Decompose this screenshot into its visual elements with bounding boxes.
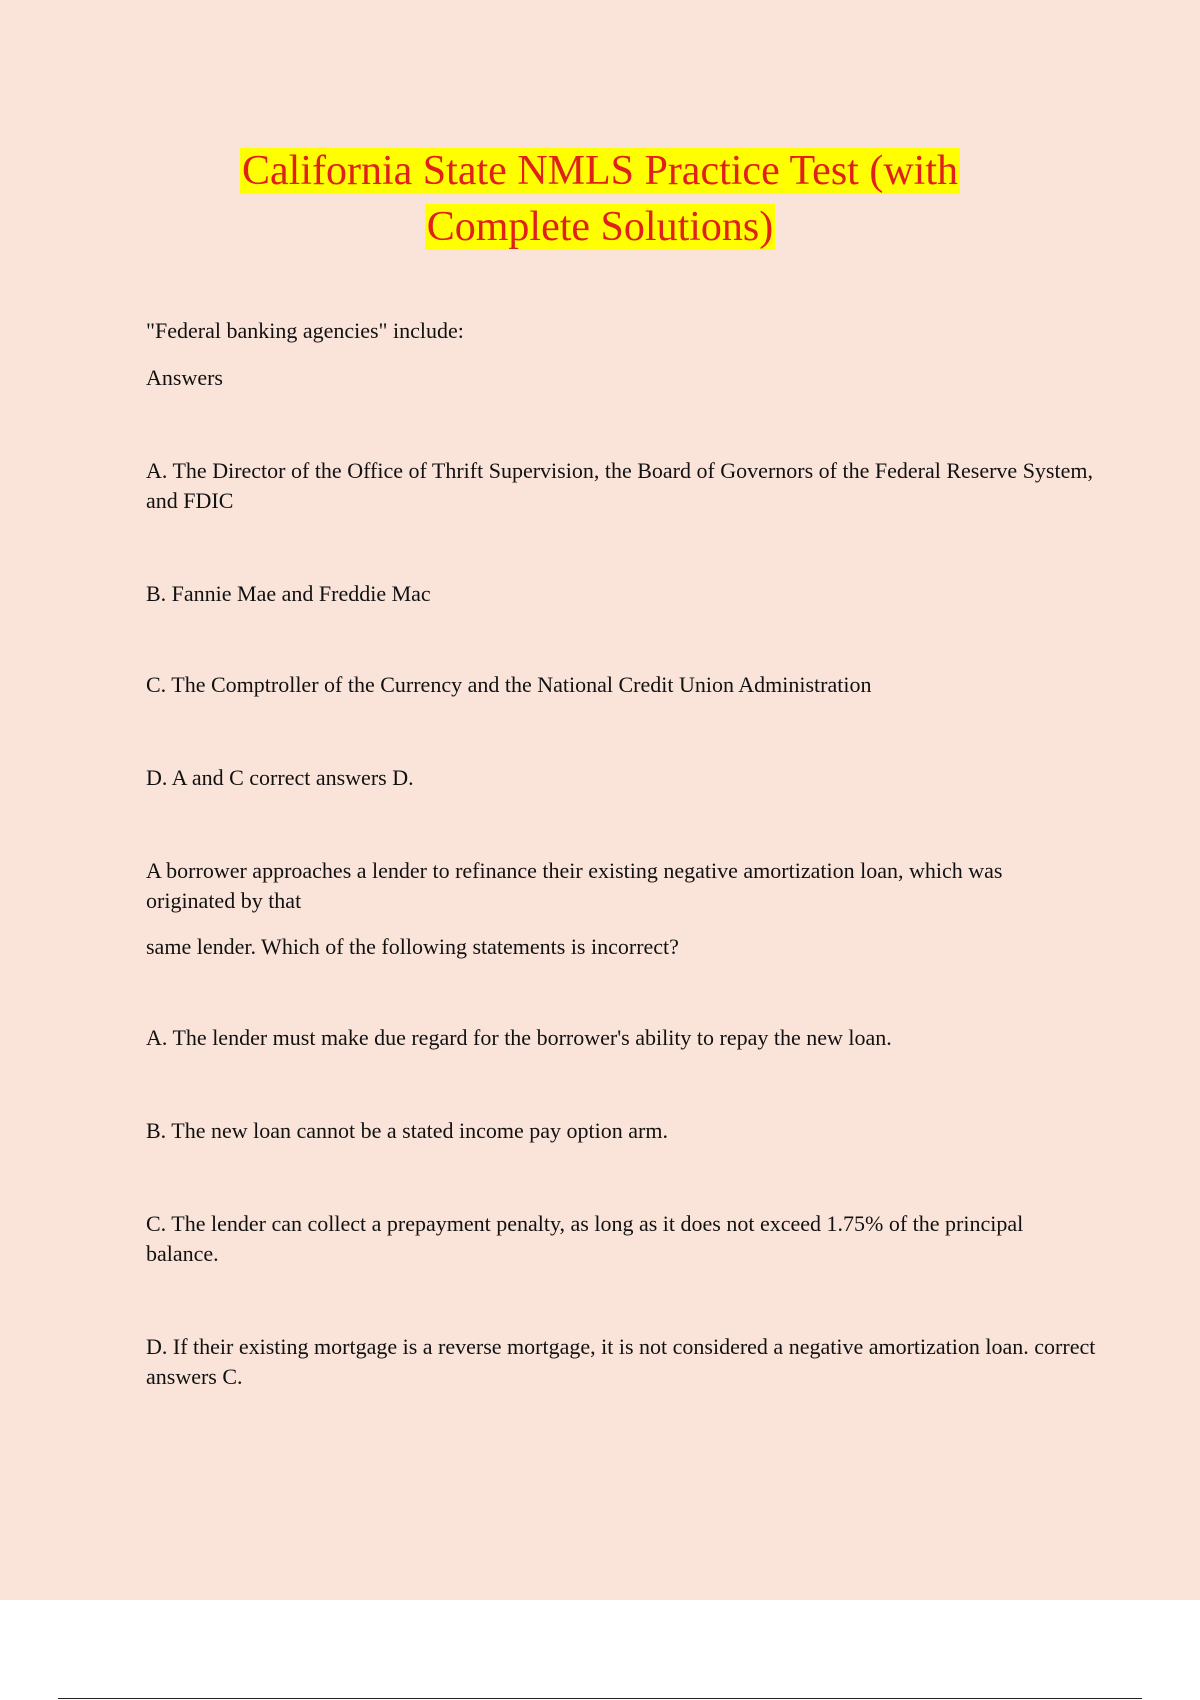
- question-1-option-b: B. Fannie Mae and Freddie Mac: [146, 581, 431, 606]
- question-1-option-a: A. The Director of the Office of Thrift Supervision, the Board of Governors of the Federal Reserve System, and FDIC: [146, 458, 1093, 513]
- title-line-2: Complete Solutions): [426, 204, 774, 250]
- title-line-1: California State NMLS Practice Test (with: [242, 148, 958, 194]
- question-2-option-a: A. The lender must make due regard for the borrower's ability to repay the new loan.: [146, 1025, 892, 1050]
- question-1-stem: "Federal banking agencies" include:: [146, 318, 464, 343]
- question-2-stem-part-1: A borrower approaches a lender to refinance their existing negative amortization loan, which was originated by that: [146, 858, 1003, 913]
- next-page-divider: [58, 1698, 1142, 1699]
- page-title: [0, 143, 1200, 255]
- question-1-option-d: D. A and C correct answers D.: [146, 765, 414, 790]
- question-2-stem-part-2: same lender. Which of the following statements is incorrect?: [146, 934, 679, 959]
- question-1-answers-label: Answers: [146, 365, 223, 390]
- question-2-option-d: D. If their existing mortgage is a reverse mortgage, it is not considered a negative amortization loan. correct answers C.: [146, 1334, 1096, 1389]
- question-2-option-c: C. The lender can collect a prepayment penalty, as long as it does not exceed 1.75% of the principal balance.: [146, 1211, 1024, 1266]
- question-1-option-c: C. The Comptroller of the Currency and the National Credit Union Administration: [146, 672, 872, 697]
- question-2-option-b: B. The new loan cannot be a stated income pay option arm.: [146, 1118, 668, 1143]
